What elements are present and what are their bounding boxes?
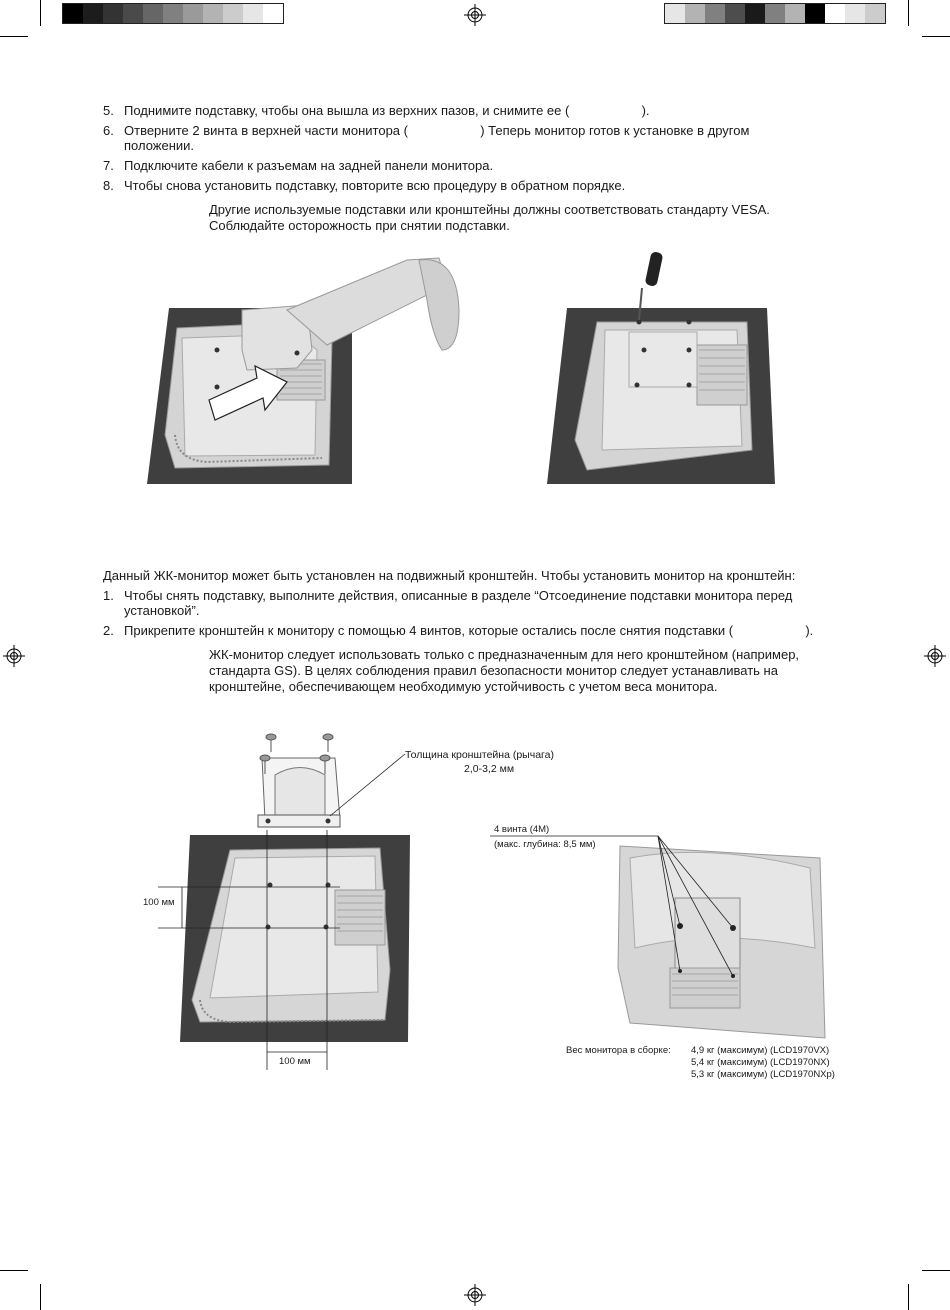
step-text: Прикрепите кронштейн к монитору с помощью 4 винтов, которые остались после снятия подставки ( ). bbox=[124, 623, 814, 638]
screws-line1: 4 винта (4M) bbox=[494, 824, 550, 835]
color-swatch bbox=[785, 4, 805, 23]
arm-thickness-line1: Толщина кронштейна (рычага) bbox=[405, 749, 554, 761]
step-text-continued: положении. bbox=[124, 138, 195, 153]
crop-mark bbox=[908, 1284, 909, 1310]
step-text: Чтобы снова установить подставку, повторите всю процедуру в обратном порядке. bbox=[124, 178, 626, 193]
screws-line2: (макс. глубина: 8,5 мм) bbox=[494, 839, 596, 850]
figure-stand-removal bbox=[147, 250, 467, 486]
weight-lcd1970vx: 4,9 кг (максимум) (LCD1970VX) bbox=[691, 1045, 830, 1056]
note-line: стандарта GS). В целях соблюдения правил безопасности монитор следует устанавливать на bbox=[209, 663, 778, 678]
figure-arm-mounting bbox=[140, 730, 430, 1070]
crop-mark bbox=[0, 1270, 28, 1271]
screws-label bbox=[494, 824, 694, 851]
color-swatch bbox=[745, 4, 765, 23]
crop-mark bbox=[40, 1284, 41, 1310]
step-text: Чтобы снять подставку, выполните действия, описанные в разделе “Отсоединение подставки монитора перед bbox=[124, 588, 793, 603]
crop-mark bbox=[40, 0, 41, 26]
color-swatch bbox=[63, 4, 83, 23]
color-swatch bbox=[865, 4, 885, 23]
step-number: 8. bbox=[103, 178, 114, 193]
registration-mark-icon bbox=[924, 645, 946, 667]
color-swatch bbox=[203, 4, 223, 23]
registration-mark-icon bbox=[464, 1284, 486, 1306]
note-line: Другие используемые подставки или кронштейны должны соответствовать стандарту VESA. bbox=[209, 202, 770, 217]
weight-lcd1970nxp: 5,3 кг (максимум) (LCD1970NXp) bbox=[691, 1069, 835, 1080]
arm-thickness-label bbox=[405, 748, 605, 776]
step-6 bbox=[103, 123, 883, 155]
dimension-horizontal-label: 100 мм bbox=[279, 1056, 311, 1067]
note-line: Соблюдайте осторожность при снятии подставки. bbox=[209, 218, 510, 233]
step-number: 2. bbox=[103, 623, 114, 638]
step-number: 5. bbox=[103, 103, 114, 118]
step-text: Подключите кабели к разъемам на задней панели монитора. bbox=[124, 158, 494, 173]
color-bar-left bbox=[62, 3, 284, 24]
crop-mark bbox=[908, 0, 909, 26]
color-swatch bbox=[665, 4, 685, 23]
color-bar-right bbox=[664, 3, 886, 24]
step-text: Поднимите подставку, чтобы она вышла из верхних пазов, и снимите ее ( ). bbox=[124, 103, 650, 118]
figure-monitor-back-screws bbox=[490, 828, 835, 1043]
color-swatch bbox=[263, 4, 283, 23]
color-swatch bbox=[83, 4, 103, 23]
color-swatch bbox=[163, 4, 183, 23]
step-number: 1. bbox=[103, 588, 114, 603]
dimension-vertical-label: 100 мм bbox=[143, 897, 175, 908]
color-swatch bbox=[705, 4, 725, 23]
step-number: 6. bbox=[103, 123, 114, 138]
registration-mark-icon bbox=[3, 645, 25, 667]
color-swatch bbox=[243, 4, 263, 23]
arm-thickness-line2: 2,0-3,2 мм bbox=[464, 763, 515, 775]
step-text: Отверните 2 винта в верхней части монитора ( ) Теперь монитор готов к установке в другом bbox=[124, 123, 750, 138]
color-swatch bbox=[103, 4, 123, 23]
color-swatch bbox=[805, 4, 825, 23]
color-swatch bbox=[223, 4, 243, 23]
color-swatch bbox=[123, 4, 143, 23]
note-arm-safety bbox=[209, 647, 849, 695]
weight-label: Вес монитора в сборке: bbox=[566, 1045, 671, 1056]
figure-unscrew-top bbox=[547, 250, 775, 486]
color-swatch bbox=[143, 4, 163, 23]
note-line: ЖК-монитор следует использовать только с предназначенным для него кронштейном (например, bbox=[209, 647, 800, 662]
note-vesa bbox=[209, 202, 849, 234]
step-number: 7. bbox=[103, 158, 114, 173]
color-swatch bbox=[765, 4, 785, 23]
color-swatch bbox=[845, 4, 865, 23]
step-1 bbox=[103, 588, 893, 620]
intro-text: Данный ЖК-монитор может быть установлен на подвижный кронштейн. Чтобы установить монитор на кронштейн: bbox=[103, 568, 796, 583]
weight-values bbox=[691, 1045, 891, 1081]
registration-mark-icon bbox=[464, 4, 486, 26]
color-swatch bbox=[183, 4, 203, 23]
note-line: кронштейне, обеспечивающем необходимую устойчивость с учетом веса монитора. bbox=[209, 679, 718, 694]
weight-lcd1970nx: 5,4 кг (максимум) (LCD1970NX) bbox=[691, 1057, 830, 1068]
crop-mark bbox=[0, 36, 28, 37]
step-text-continued: установкой”. bbox=[124, 603, 200, 618]
color-swatch bbox=[725, 4, 745, 23]
crop-mark bbox=[922, 1270, 950, 1271]
color-swatch bbox=[825, 4, 845, 23]
crop-mark bbox=[922, 36, 950, 37]
color-swatch bbox=[685, 4, 705, 23]
